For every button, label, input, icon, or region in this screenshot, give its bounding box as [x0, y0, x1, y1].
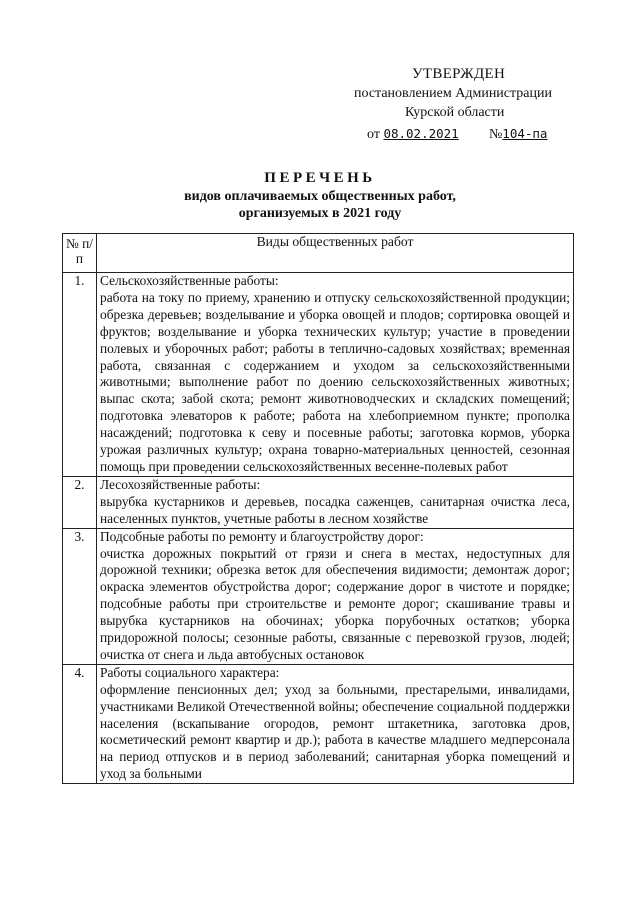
approval-number: 104-па: [502, 126, 548, 141]
table-header-row: [63, 234, 574, 273]
row-content: [97, 664, 574, 783]
document-subtitle-2: организуемых в 2021 году: [238, 206, 402, 221]
row-number: 3.: [63, 528, 97, 664]
header-title: Виды общественных работ: [97, 234, 574, 273]
row-description: очистка дорожных покрытий от грязи и снега в местах, недоступных для дорожной техники; обрезка веток для обеспечения видимости; демонтаж дорог; окраска элементов обустройства дорог; содержание дорог в чистоте и порядке; подсобные работы при строительстве и ремонте дорог; скашивание травы и вырубка кустарников на обочинах; уборка порубочных остатков; уборка придорожной полосы; сезонные работы, связанные с перевозкой грузов, людей; очистка от снега и льда автобусных остановок: [100, 545, 570, 662]
approval-title: УТВЕРЖДЕН: [412, 66, 506, 82]
row-description: работа на току по приему, хранению и отпуску сельскохозяйственной продукции; обрезка деревьев; возделывание и уборка овощей и плодов; сортировка овощей и фруктов; возделывание и уборка технических культур; участие в проведении полевых и уборочных работ; работы в теплично-садовых хозяйствах; временная работа, связанная с содержанием и уходом за сельскохозяйственными животными; выполнение работ по доению сельскохозяйственных животных; выпас скота; забой скота; ремонт животноводческих и складских помещений; подготовка элеваторов к работе; работа на хлебоприемном пункте; прополка насаждений; подготовка к севу и посевные работы; заготовка кормов, уборка урожая различных культур; охрана товарно-материальных ценностей, сезонная помощь при проведении сельскохозяйственных весенне-полевых работ: [100, 289, 570, 474]
row-content: [97, 476, 574, 528]
table-row: [63, 476, 574, 528]
row-number: 4.: [63, 664, 97, 783]
approval-date: 08.02.2021: [383, 126, 459, 141]
approval-region: Курской области: [405, 105, 505, 120]
row-number: 2.: [63, 476, 97, 528]
row-content: [97, 273, 574, 477]
works-table: [62, 233, 574, 784]
header-number: № п/п: [63, 234, 97, 273]
row-category: Сельскохозяйственные работы:: [100, 273, 279, 288]
document-title: ПЕРЕЧЕНЬ: [264, 170, 376, 186]
document-subtitle-1: видов оплачиваемых общественных работ,: [184, 189, 456, 204]
row-category: Подсобные работы по ремонту и благоустройству дорог:: [100, 528, 424, 544]
approval-from-label: от: [367, 127, 380, 142]
table-row: [63, 528, 574, 664]
row-description: вырубка кустарников и деревьев, посадка саженцев, санитарная очистка леса, населенных пунктов, учетные работы в лесном хозяйстве: [100, 493, 570, 526]
row-content: [97, 528, 574, 664]
row-description: оформление пенсионных дел; уход за больными, престарелыми, инвалидами, участниками Великой Отечественной войны; обеспечение социальной поддержки населения (вскапывание огородов, ремонт штакетника, заготовка дров, косметический ремонт квартир и др.); работа в качестве младшего медперсонала на период отпусков и в период заболеваний; санитарная уборка помещений и уход за больными: [100, 681, 570, 782]
row-number: 1.: [63, 273, 97, 477]
approval-number-label: №: [488, 127, 503, 142]
row-category: Лесохозяйственные работы:: [100, 476, 261, 492]
approval-issuer: постановлением Администрации: [354, 86, 552, 101]
approval-date-line: [367, 126, 547, 143]
table-row: [63, 664, 574, 783]
table-row: [63, 273, 574, 477]
row-category: Работы социального характера:: [100, 664, 280, 680]
